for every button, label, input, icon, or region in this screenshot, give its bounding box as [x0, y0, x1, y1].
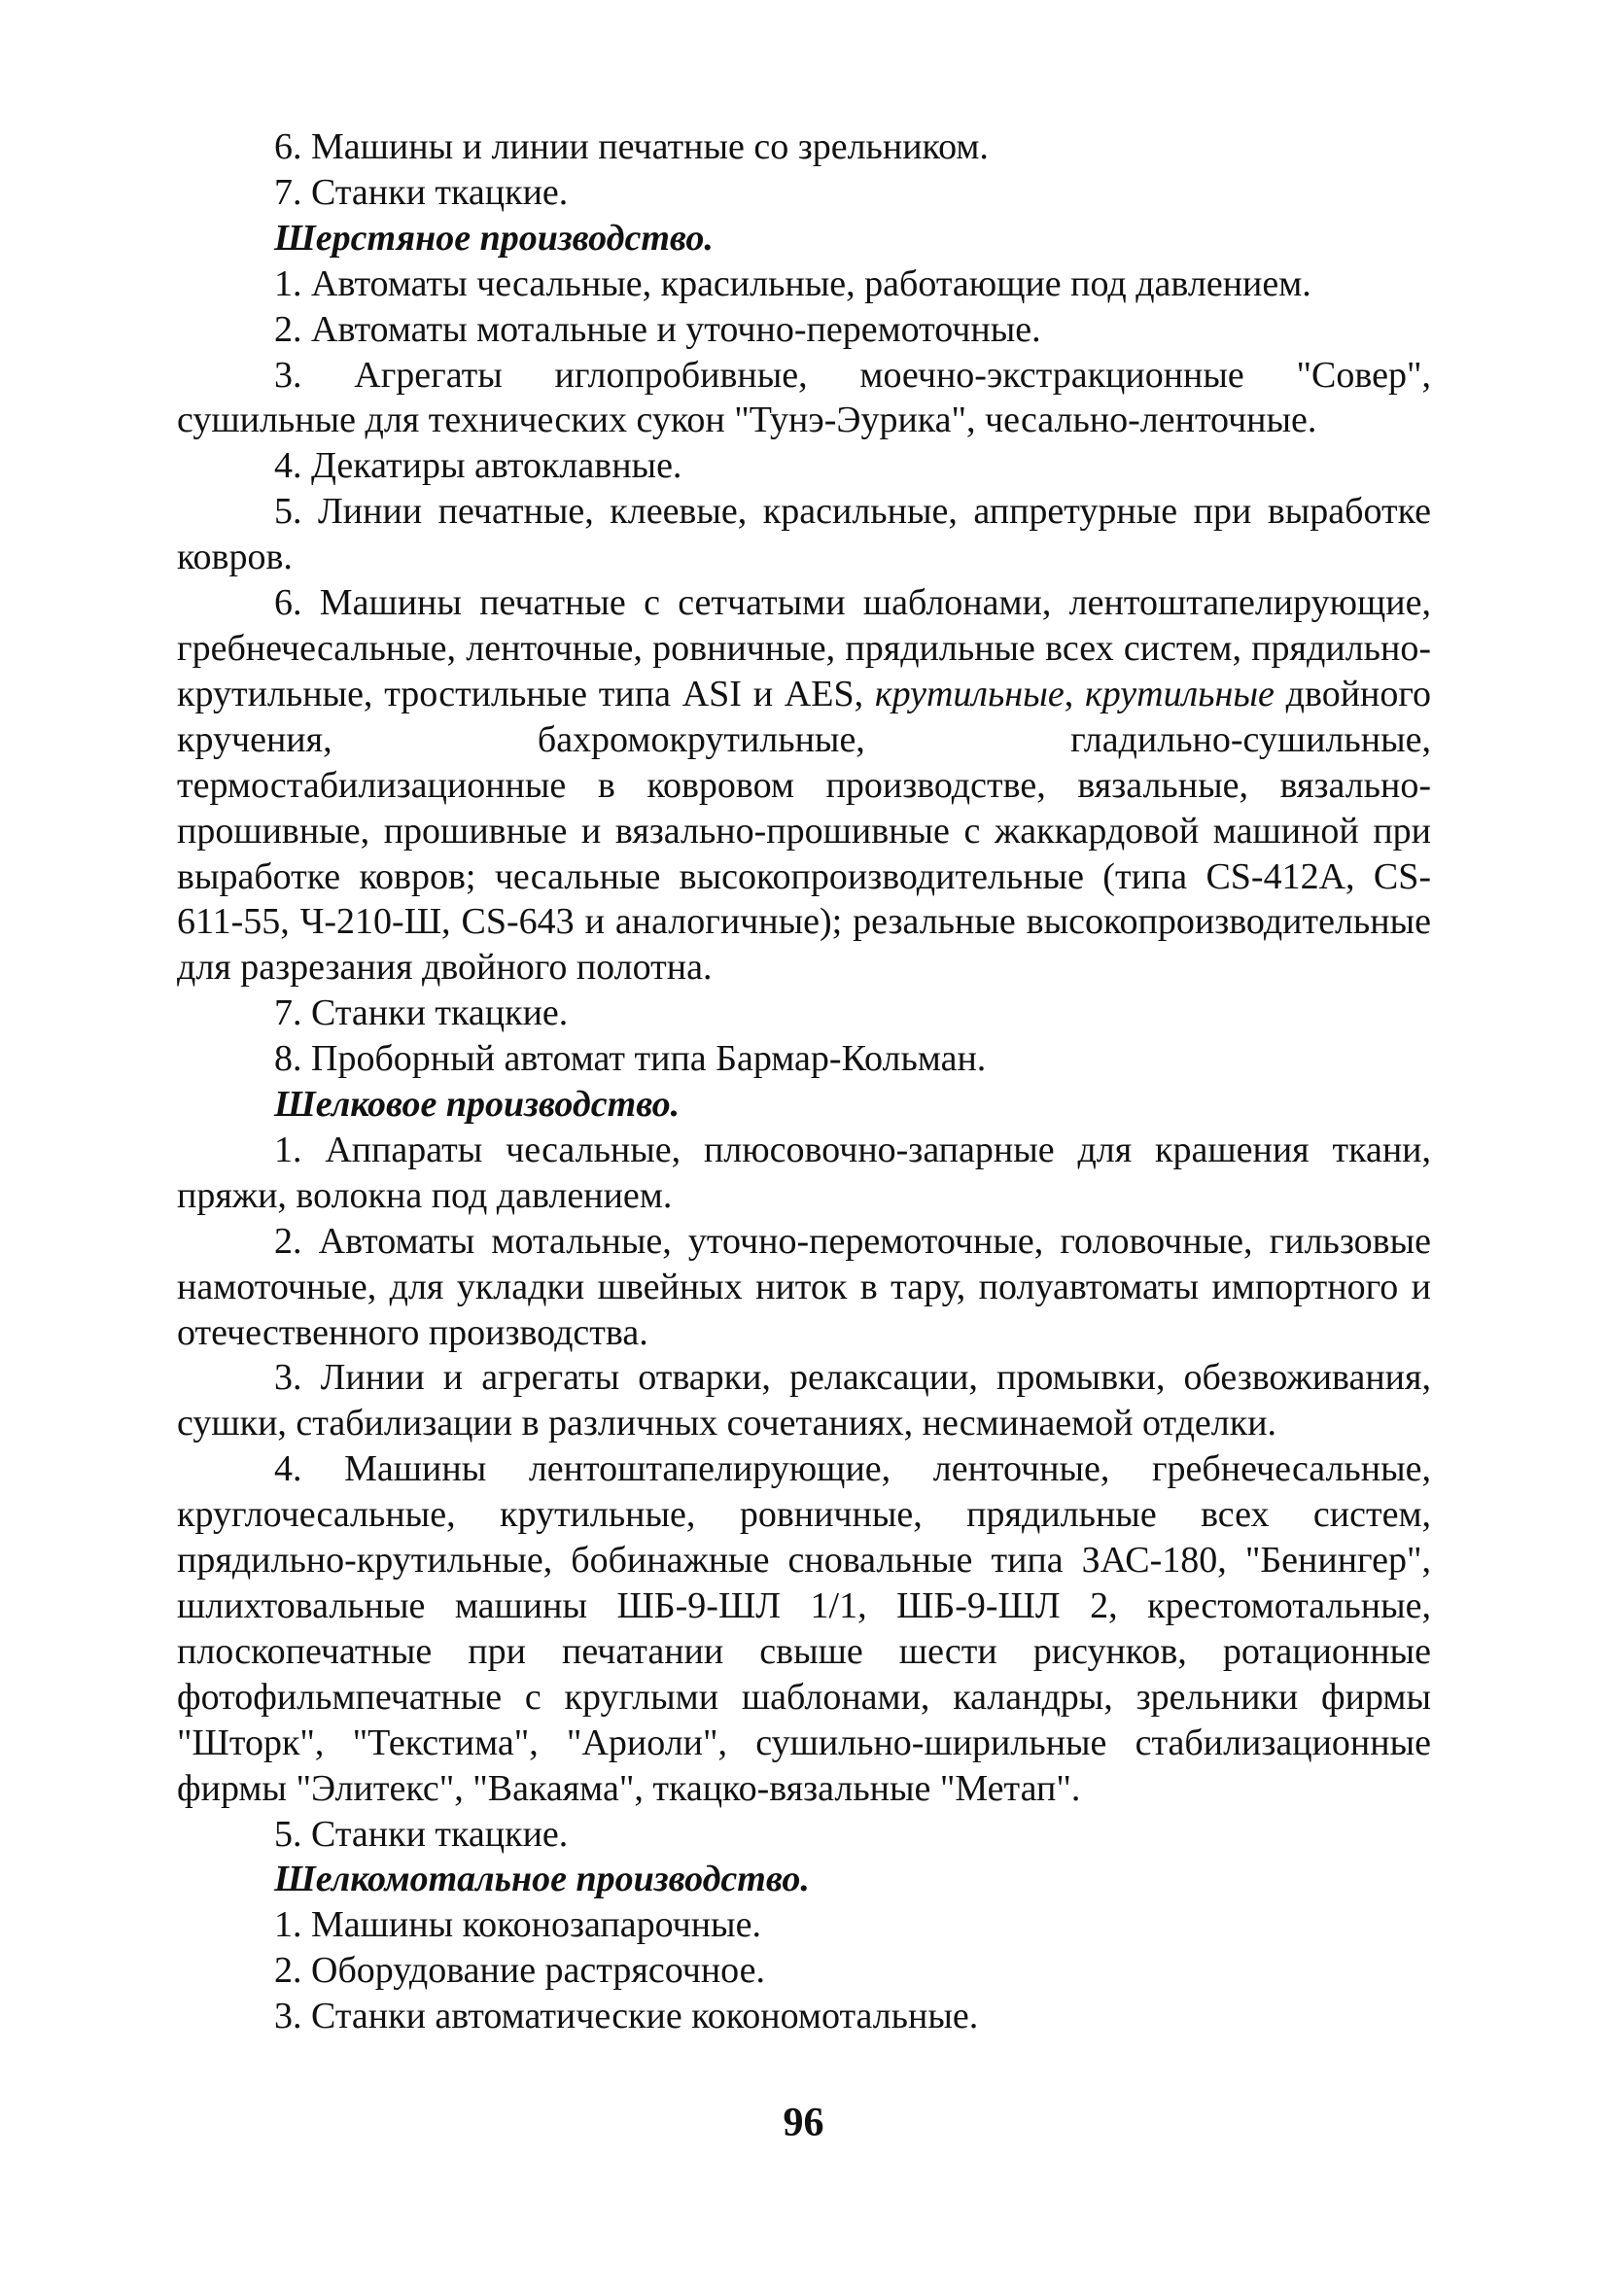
list-item: 3. Агрегаты иглопробивные, моечно-экстракционные "Совер", сушильные для технических сукон "Тунэ-Эурика", чесально-ленточные. [177, 354, 1431, 441]
text-run: двойного кручения, бахромокрутильные, гладильно-сушильные, термостабилизационные в ковровом производстве, вязальные, вязально-прошивные, прошивные и вязально-прошивные с жаккардовой машиной при выработке ковров; чесальные высокопроизводительные (типа CS-412A, CS-611-55, Ч-210-Ш, CS-643 и аналогичные); резальные высокопроизводительные для разрезания двойного полотна. [177, 673, 1432, 989]
page-number: 96 [783, 2101, 824, 2145]
list-item: 7. Станки ткацкие. [274, 992, 569, 1034]
list-item: 2. Автоматы мотальные, уточно-перемоточные, головочные, гильзовые намоточные, для укладки швейных ниток в тару, полуавтоматы импортного и отечественного производства. [177, 1220, 1431, 1353]
list-item: 1. Машины коконозапарочные. [274, 1904, 761, 1946]
list-item: 3. Линии и агрегаты отварки, релаксации, промывки, обезвоживания, сушки, стабилизации в различных сочетаниях, несминаемой отделки. [177, 1357, 1431, 1444]
section-heading: Шелкомотальное производство. [274, 1859, 810, 1900]
page-text [177, 124, 1431, 2069]
list-item: 5. Станки ткацкие. [274, 1813, 569, 1855]
text-run: , [1064, 673, 1086, 714]
list-item: 4. Декатиры автоклавные. [274, 445, 682, 487]
list-item: 1. Аппараты чесальные, плюсовочно-запарные для крашения ткани, пряжи, волокна под давлением. [177, 1129, 1431, 1216]
text-run-italic: крутильные [1085, 673, 1275, 714]
list-item: 1. Автоматы чесальные, красильные, работающие под давлением. [274, 262, 1311, 304]
list-item: 2. Оборудование растрясочное. [274, 1950, 766, 1992]
text-run: 6. Машины печатные с сетчатыми шаблонами, лентоштапелирующие, гребнечесальные, ленточные, ровничные, прядильные всех систем, прядильно-крутильные, тростильные типа ASI и AES, [177, 582, 1431, 714]
section-heading: Шерстяное производство. [274, 217, 714, 259]
section-heading: Шелковое производство. [274, 1084, 681, 1126]
list-item: 8. Проборный автомат типа Бармар-Кольман. [274, 1038, 987, 1080]
list-item: 5. Линии печатные, клеевые, красильные, аппретурные при выработке ковров. [177, 491, 1431, 578]
text-run-italic: крутильные [874, 673, 1065, 714]
list-item [177, 580, 1431, 991]
list-item: 3. Станки автоматические кокономотальные. [274, 1996, 979, 2037]
list-item: 7. Станки ткацкие. [274, 171, 569, 213]
list-item: 6. Машины и линии печатные со зрельником. [274, 126, 989, 167]
list-item: 4. Машины лентоштапелирующие, ленточные, гребнечесальные, круглочесальные, крутильные, ровничные, прядильные всех систем, прядильно-крутильные, бобинажные сновальные типа ЗАС-180, "Бенингер", шлихтовальные машины ШБ-9-ШЛ 1/1, ШБ-9-ШЛ 2, крестомотальные, плоскопечатные при печатании свыше шести рисунков, ротационные фотофильмпечатные с круглыми шаблонами, каландры, зрельники фирмы "Шторк", "Текстима", "Ариоли", сушильно-ширильные стабилизационные фирмы "Элитекс", "Вакаяма", ткацко-вязальные "Метап". [177, 1448, 1431, 1809]
list-item: 2. Автоматы мотальные и уточно-перемоточные. [274, 308, 1041, 350]
